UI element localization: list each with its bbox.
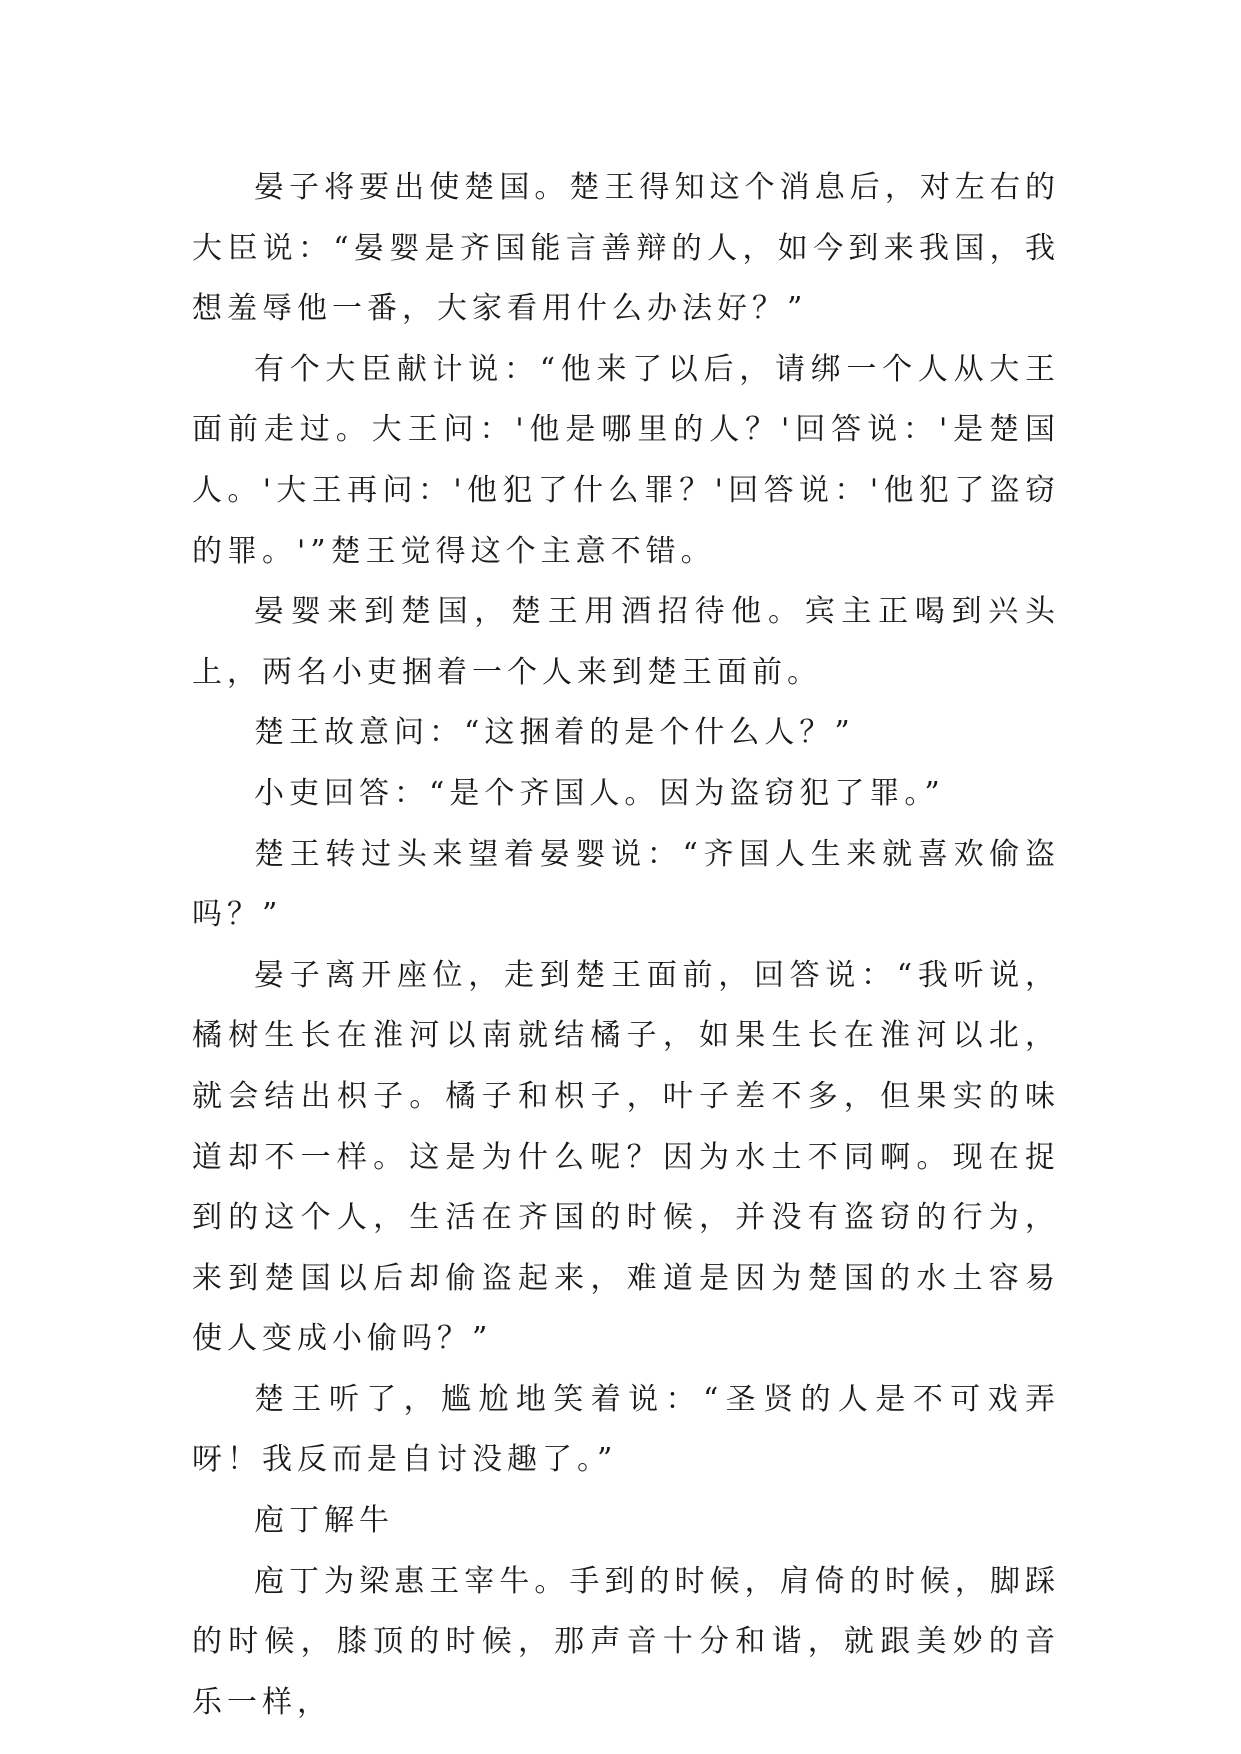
paragraph: 楚王听了，尴尬地笑着说：“圣贤的人是不可戏弄呀！我反而是自讨没趣了。” — [192, 1381, 1060, 1478]
paragraph: 有个大臣献计说：“他来了以后，请绑一个人从大王面前走过。大王问：'他是哪里的人？'回答说：'是楚国人。'大王再问：'他犯了什么罪？'回答说：'他犯了盗窃的罪。'”楚王觉得这个主意不错。 — [192, 351, 1060, 569]
section-heading: 庖丁解牛 — [254, 1503, 394, 1539]
paragraph: 晏婴来到楚国，楚王用酒招待他。宾主正喝到兴头上，两名小吏捆着一个人来到楚王面前。 — [192, 594, 1060, 690]
paragraph: 楚王故意问：“这捆着的是个什么人？” — [254, 715, 855, 751]
document-body — [192, 158, 1060, 1733]
paragraph: 晏子将要出使楚国。楚王得知这个消息后，对左右的大臣说：“晏婴是齐国能言善辩的人，如今到来我国，我想羞辱他一番，大家看用什么办法好？” — [192, 170, 1060, 327]
paragraph: 小吏回答：“是个齐国人。因为盗窃犯了罪。” — [254, 775, 945, 811]
paragraph: 晏子离开座位，走到楚王面前，回答说：“我听说，橘树生长在淮河以南就结橘子，如果生长在淮河以北，就会结出枳子。橘子和枳子，叶子差不多，但果实的味道却不一样。这是为什么呢？因为水土不同啊。现在捉到的这个人，生活在齐国的时候，并没有盗窃的行为，来到楚国以后却偷盗起来，难道是因为楚国的水土容易使人变成小偷吗？” — [192, 957, 1060, 1357]
paragraph: 庖丁为梁惠王宰牛。手到的时候，肩倚的时候，脚踩的时候，膝顶的时候，那声音十分和谐，就跟美妙的音乐一样， — [192, 1563, 1060, 1720]
paragraph: 楚王转过头来望着晏婴说：“齐国人生来就喜欢偷盗吗？” — [192, 836, 1060, 933]
